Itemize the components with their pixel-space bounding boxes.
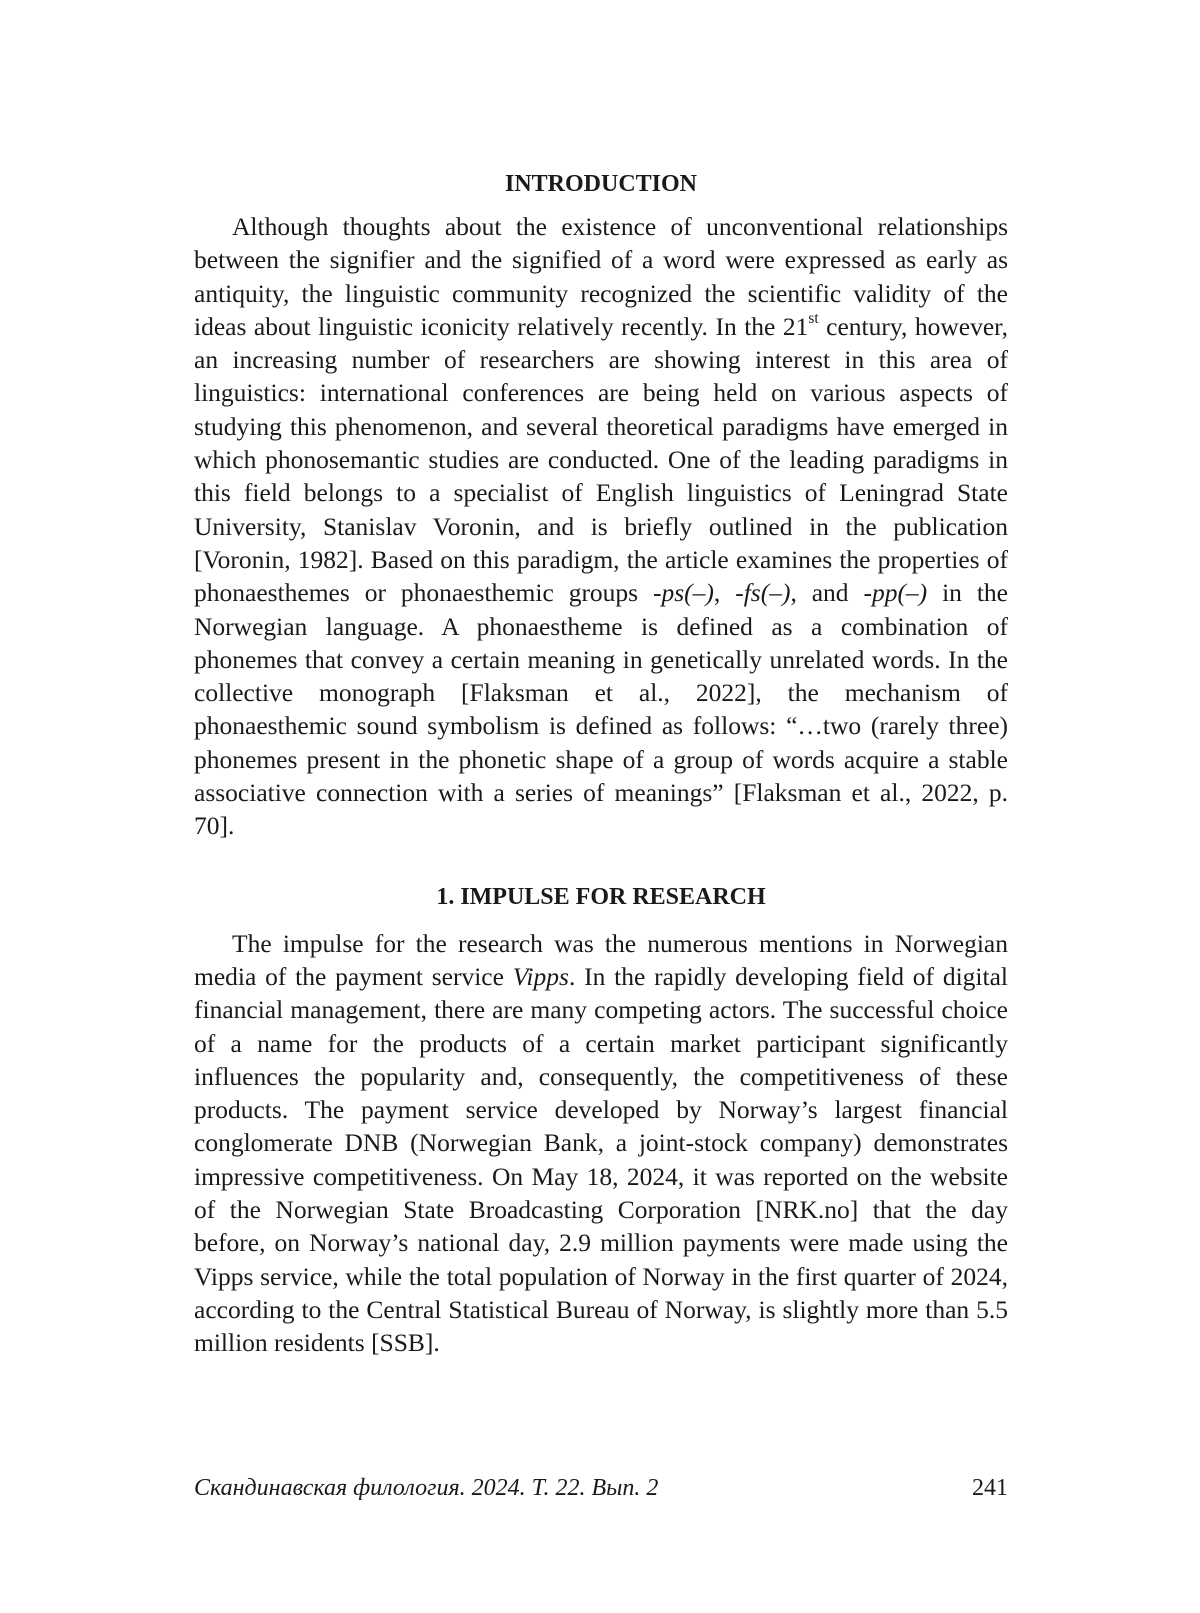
italic-term: -fs(–) [735,578,791,608]
section-heading-introduction: INTRODUCTION [504,171,698,197]
italic-term: -pp(–) [863,578,928,608]
text-run: century, however, an increasing number of researchers are showing interest in this area of linguistics: international conferences are being held on various aspects of studying this phenomenon, and several theoretical paradigms have emerged in which phonosemantic studies are conducted. One of the leading paradigms in this field belongs to a specialist of English linguistics of Leningrad State University, Stanislav Voronin, and is briefly outlined in the publication [Voronin, 1982]. Based on this paradigm, the article examines the properties of phonaesthemes or phonaesthemic groups [194,311,1008,608]
text-run: The impulse for the research was the numerous mentions in Norwegian media of the payment service [194,928,1008,991]
text-run: Although thoughts about the existence of unconventional relationships between the signifier and the signified of a word were expressed as early as antiquity, the linguistic community recognized the scientific validity of the ideas about linguistic iconicity relatively recently. In the 21 [194,212,1008,341]
paragraph-introduction [194,210,1008,843]
page-body [194,168,1008,1360]
italic-term: -ps(–) [653,578,714,608]
journal-citation: Скандинавская филология. 2024. Т. 22. Вып. 2 [194,1475,659,1501]
text-run: , [713,578,736,608]
section-heading-impulse: 1. IMPULSE FOR RESEARCH [436,883,766,910]
paragraph-impulse [194,927,1008,1360]
page-number: 241 [972,1475,1008,1501]
text-run: . In the rapidly developing field of digital financial management, there are many competing actors. The successful choice of a name for the products of a certain market participant significantly influences the popularity and, consequently, the competitiveness of these products. The payment service developed by Norway’s largest financial conglomerate DNB (Norwegian Bank, a joint-stock company) demonstrates impressive competitiveness. On May 18, 2024, it was reported on the website of the Norwegian State Broadcasting Corporation [NRK.no] that the day before, on Norway’s national day, 2.9 million payments were made using the Vipps service, while the total population of Norway in the first quarter of 2024, according to the Central Statistical Bureau of Norway, is slightly more than 5.5 million residents [SSB]. [194,961,1008,1358]
italic-term: Vipps [512,961,569,991]
text-run: in the Norwegian language. A phonaestheme is defined as a combination of phonemes that convey a certain meaning in genetically unrelated words. In the collective monograph [Flaksman et al., 2022], the mechanism of phonaesthemic sound symbolism is defined as follows: “…two (rarely three) phonemes present in the phonetic shape of a group of words acquire a stable associative connection with a series of meanings” [Flaksman et al., 2022, p. 70]. [194,578,1008,841]
text-run: , and [790,578,864,608]
superscript: st [808,309,819,327]
